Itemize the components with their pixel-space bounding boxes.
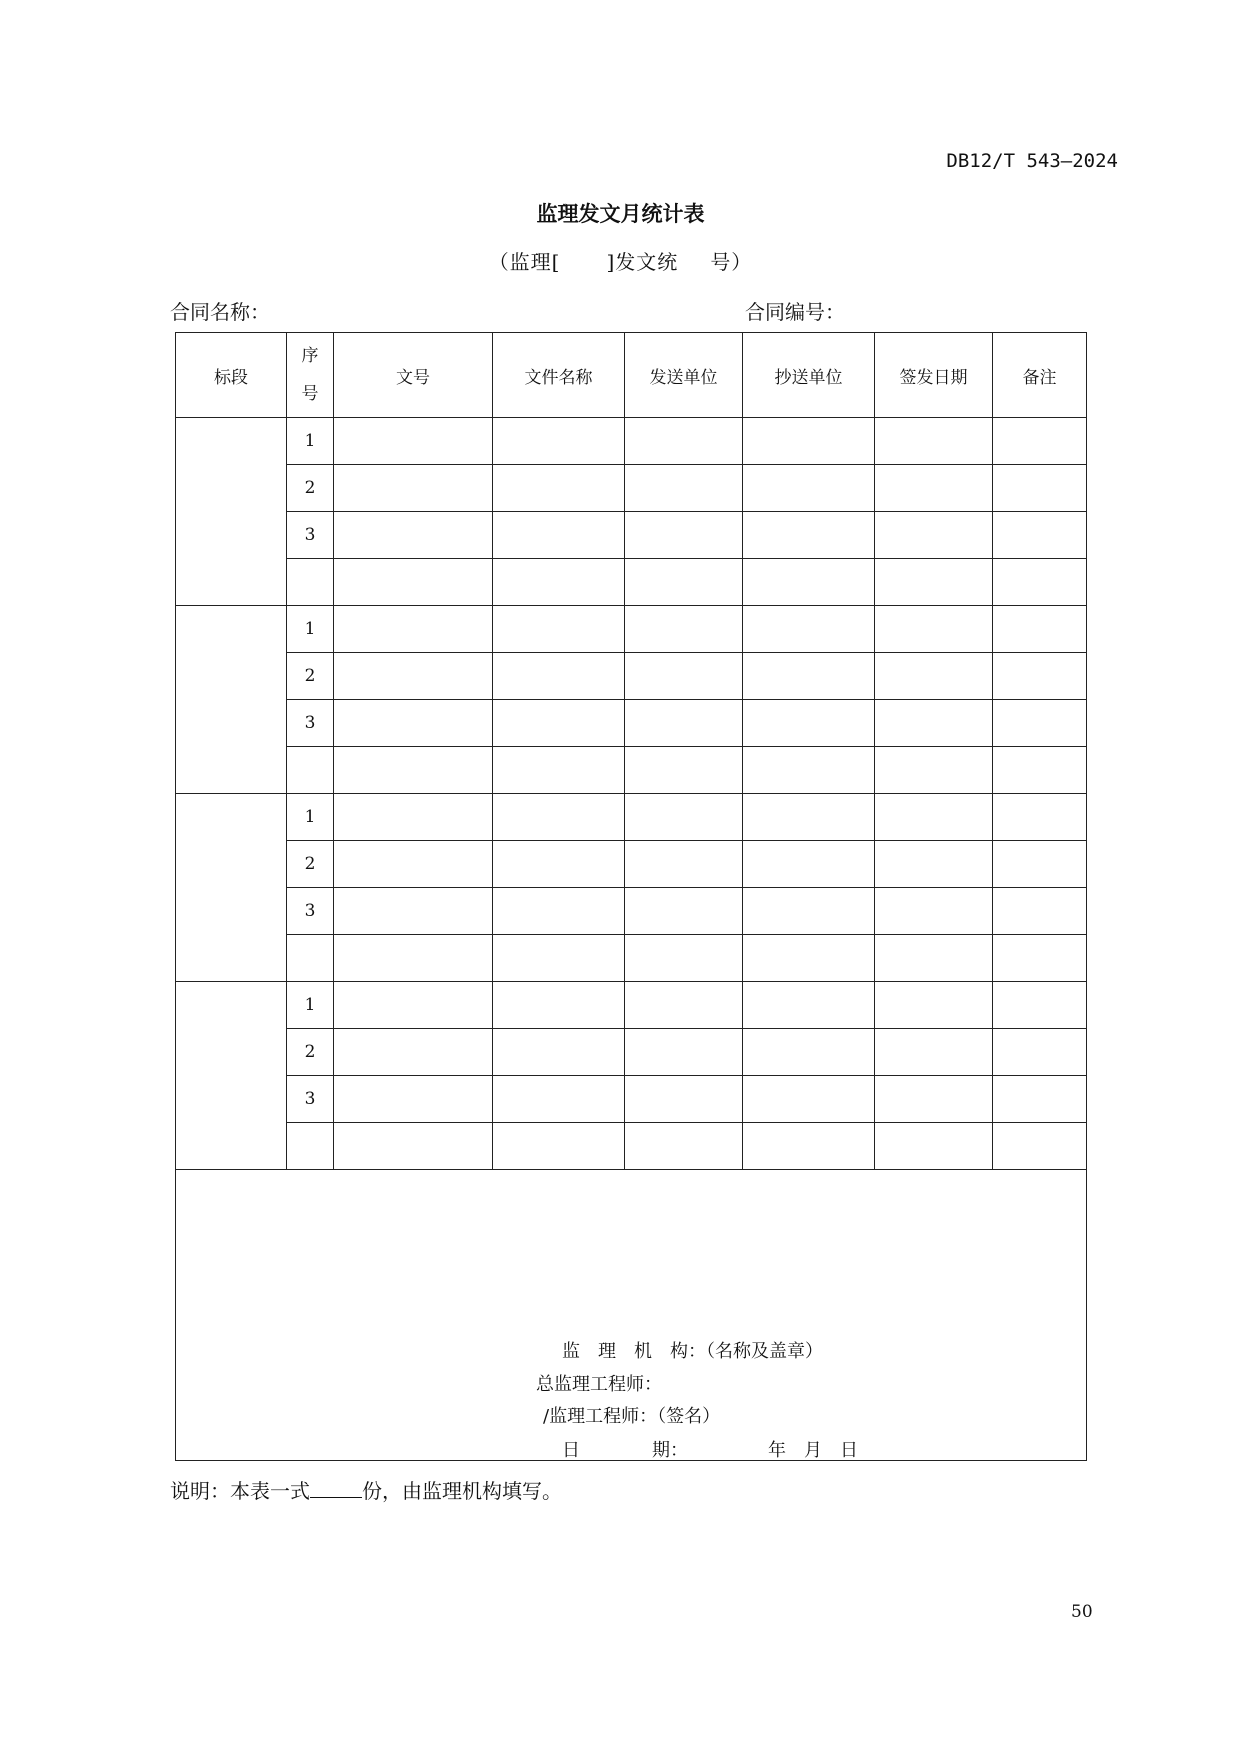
seq-cell: 1	[287, 794, 334, 841]
contract-number-label: 合同编号：	[745, 300, 845, 324]
header-section: 标段	[176, 333, 287, 418]
seq-cell	[287, 935, 334, 982]
issue-date-cell[interactable]	[875, 606, 993, 653]
issue-date-cell[interactable]	[875, 512, 993, 559]
doc-no-cell[interactable]	[334, 465, 493, 512]
doc-name-cell[interactable]	[493, 465, 625, 512]
dispatch-stat-table	[175, 332, 1087, 1461]
doc-no-cell[interactable]	[334, 512, 493, 559]
cc-cell[interactable]	[743, 982, 875, 1029]
remarks-cell[interactable]	[993, 1076, 1087, 1123]
issue-date-cell[interactable]	[875, 794, 993, 841]
cc-cell[interactable]	[743, 559, 875, 606]
header-remarks: 备注	[993, 333, 1087, 418]
table-row	[176, 1123, 1087, 1170]
remarks-cell[interactable]	[993, 465, 1087, 512]
seq-cell: 3	[287, 1076, 334, 1123]
section-cell[interactable]	[176, 982, 287, 1170]
seq-cell: 2	[287, 841, 334, 888]
header-seq-line2: 号	[301, 384, 319, 404]
doc-no-cell[interactable]	[334, 559, 493, 606]
issue-date-cell[interactable]	[875, 1123, 993, 1170]
page-number: 50	[1071, 1602, 1093, 1622]
subtitle-prefix: （监理[	[488, 250, 561, 274]
issue-date-cell[interactable]	[875, 935, 993, 982]
doc-name-cell[interactable]	[493, 747, 625, 794]
header-doc-no: 文号	[334, 333, 493, 418]
issue-date-cell[interactable]	[875, 1029, 993, 1076]
cc-cell[interactable]	[743, 935, 875, 982]
remarks-cell[interactable]	[993, 559, 1087, 606]
cc-cell[interactable]	[743, 606, 875, 653]
seq-cell: 2	[287, 653, 334, 700]
cc-cell[interactable]	[743, 888, 875, 935]
table-row	[176, 653, 1087, 700]
header-cc: 抄送单位	[743, 333, 875, 418]
seq-cell	[287, 1123, 334, 1170]
doc-name-cell[interactable]	[493, 888, 625, 935]
table-row	[176, 982, 1087, 1029]
doc-no-cell[interactable]	[334, 982, 493, 1029]
doc-no-cell[interactable]	[334, 888, 493, 935]
doc-no-cell[interactable]	[334, 418, 493, 465]
remarks-cell[interactable]	[993, 653, 1087, 700]
sender-cell[interactable]	[625, 606, 743, 653]
doc-no-cell[interactable]	[334, 653, 493, 700]
remarks-cell[interactable]	[993, 747, 1087, 794]
table-row	[176, 1029, 1087, 1076]
header-doc-name: 文件名称	[493, 333, 625, 418]
sender-cell[interactable]	[625, 794, 743, 841]
doc-no-cell[interactable]	[334, 747, 493, 794]
doc-name-cell[interactable]	[493, 418, 625, 465]
seq-cell: 2	[287, 465, 334, 512]
remarks-cell[interactable]	[993, 888, 1087, 935]
remarks-cell[interactable]	[993, 841, 1087, 888]
table-header-row	[176, 333, 1087, 418]
seq-cell: 3	[287, 700, 334, 747]
doc-name-cell[interactable]	[493, 982, 625, 1029]
issue-date-cell[interactable]	[875, 1076, 993, 1123]
cc-cell[interactable]	[743, 1076, 875, 1123]
table-body	[176, 418, 1087, 1170]
issue-date-cell[interactable]	[875, 747, 993, 794]
cc-cell[interactable]	[743, 1123, 875, 1170]
standard-code: DB12/T 543—2024	[946, 150, 1118, 172]
seq-cell: 2	[287, 1029, 334, 1076]
remarks-cell[interactable]	[993, 982, 1087, 1029]
cc-cell[interactable]	[743, 653, 875, 700]
doc-name-cell[interactable]	[493, 794, 625, 841]
note-prefix: 说明：本表一式	[170, 1479, 310, 1503]
seq-cell	[287, 747, 334, 794]
sender-cell[interactable]	[625, 418, 743, 465]
header-seq	[287, 333, 334, 418]
header-seq-line1: 序	[301, 346, 319, 366]
doc-name-cell[interactable]	[493, 512, 625, 559]
remarks-cell[interactable]	[993, 700, 1087, 747]
header-sender: 发送单位	[625, 333, 743, 418]
remarks-cell[interactable]	[993, 606, 1087, 653]
contract-name-label: 合同名称：	[170, 300, 270, 324]
remarks-cell[interactable]	[993, 1029, 1087, 1076]
table-row	[176, 888, 1087, 935]
sender-cell[interactable]	[625, 1029, 743, 1076]
doc-name-cell[interactable]	[493, 653, 625, 700]
cc-cell[interactable]	[743, 1029, 875, 1076]
sender-cell[interactable]	[625, 747, 743, 794]
doc-no-cell[interactable]	[334, 1076, 493, 1123]
subtitle-suffix: 号）	[710, 250, 753, 274]
cc-cell[interactable]	[743, 747, 875, 794]
sender-cell[interactable]	[625, 465, 743, 512]
remarks-cell[interactable]	[993, 1123, 1087, 1170]
table-row	[176, 841, 1087, 888]
seq-cell: 3	[287, 888, 334, 935]
header-issue-date: 签发日期	[875, 333, 993, 418]
seq-cell: 1	[287, 982, 334, 1029]
doc-name-cell[interactable]	[493, 935, 625, 982]
doc-name-cell[interactable]	[493, 700, 625, 747]
sender-cell[interactable]	[625, 982, 743, 1029]
table-row	[176, 747, 1087, 794]
form-subtitle	[0, 246, 1241, 275]
note-suffix: 份，由监理机构填写。	[362, 1479, 562, 1503]
issue-date-cell[interactable]	[875, 653, 993, 700]
sender-cell[interactable]	[625, 935, 743, 982]
issue-date-cell[interactable]	[875, 841, 993, 888]
remarks-cell[interactable]	[993, 935, 1087, 982]
table-row	[176, 1076, 1087, 1123]
table-row	[176, 559, 1087, 606]
table-row	[176, 606, 1087, 653]
section-cell[interactable]	[176, 606, 287, 794]
table-row	[176, 935, 1087, 982]
sender-cell[interactable]	[625, 653, 743, 700]
issue-date-cell[interactable]	[875, 418, 993, 465]
doc-no-cell[interactable]	[334, 1029, 493, 1076]
copies-blank	[310, 1479, 362, 1498]
doc-name-cell[interactable]	[493, 559, 625, 606]
doc-no-cell[interactable]	[334, 606, 493, 653]
seq-cell: 1	[287, 418, 334, 465]
doc-name-cell[interactable]	[493, 841, 625, 888]
cc-cell[interactable]	[743, 700, 875, 747]
remarks-cell[interactable]	[993, 794, 1087, 841]
sender-cell[interactable]	[625, 559, 743, 606]
issue-date-cell[interactable]	[875, 888, 993, 935]
seq-cell: 1	[287, 606, 334, 653]
sender-cell[interactable]	[625, 1123, 743, 1170]
doc-name-cell[interactable]	[493, 1029, 625, 1076]
doc-name-cell[interactable]	[493, 1076, 625, 1123]
date-label: 日 期：	[562, 1440, 688, 1461]
issue-date-cell[interactable]	[875, 465, 993, 512]
issue-date-cell[interactable]	[875, 982, 993, 1029]
doc-no-cell[interactable]	[334, 841, 493, 888]
chief-engineer-line: 总监理工程师：	[536, 1374, 662, 1395]
table-row	[176, 700, 1087, 747]
doc-no-cell[interactable]	[334, 935, 493, 982]
sender-cell[interactable]	[625, 700, 743, 747]
table-row	[176, 794, 1087, 841]
sender-cell[interactable]	[625, 841, 743, 888]
doc-no-cell[interactable]	[334, 700, 493, 747]
section-cell[interactable]	[176, 794, 287, 982]
doc-name-cell[interactable]	[493, 606, 625, 653]
footnote	[170, 1475, 562, 1504]
doc-name-cell[interactable]	[493, 1123, 625, 1170]
cc-cell[interactable]	[743, 794, 875, 841]
cc-cell[interactable]	[743, 465, 875, 512]
cc-cell[interactable]	[743, 841, 875, 888]
table-row	[176, 418, 1087, 465]
table-row	[176, 512, 1087, 559]
subtitle-mid: ]发文统	[606, 250, 679, 274]
issue-date-cell[interactable]	[875, 700, 993, 747]
section-cell[interactable]	[176, 418, 287, 606]
table-row	[176, 465, 1087, 512]
seq-cell: 3	[287, 512, 334, 559]
doc-no-cell[interactable]	[334, 794, 493, 841]
cc-cell[interactable]	[743, 418, 875, 465]
issue-date-cell[interactable]	[875, 559, 993, 606]
sender-cell[interactable]	[625, 1076, 743, 1123]
sender-cell[interactable]	[625, 888, 743, 935]
remarks-cell[interactable]	[993, 418, 1087, 465]
seq-cell	[287, 559, 334, 606]
sender-cell[interactable]	[625, 512, 743, 559]
date-ymd: 年 月 日	[768, 1440, 858, 1461]
supervision-agency-line: 监 理 机 构：（名称及盖章）	[562, 1341, 823, 1362]
form-title: 监理发文月统计表	[536, 202, 705, 226]
cc-cell[interactable]	[743, 512, 875, 559]
engineer-line: /监理工程师：（签名）	[543, 1406, 721, 1427]
remarks-cell[interactable]	[993, 512, 1087, 559]
doc-no-cell[interactable]	[334, 1123, 493, 1170]
